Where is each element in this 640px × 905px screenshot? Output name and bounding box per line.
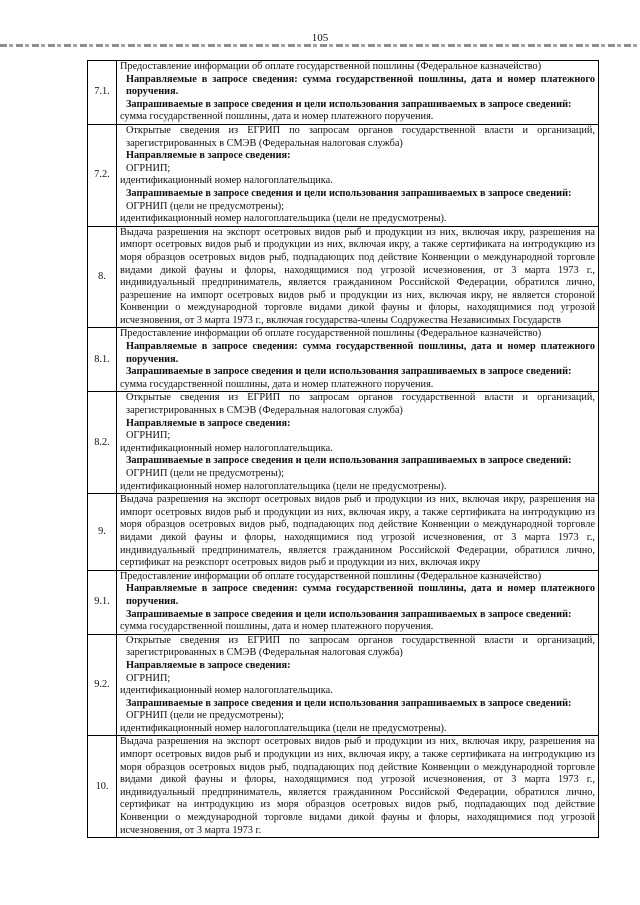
sent-data-line: Направляемые в запросе сведения: сумма государственной пошлины, дата и номер платежного поручения. [126,341,595,365]
row-number: 7.1. [88,61,117,125]
page-number: 105 [311,32,329,44]
service-line: Открытые сведения из ЕГРИП по запросам органов государственной власти и организаций, зарегистрированных в СМЭВ (Федеральная налоговая служба) [126,634,595,659]
row-content [117,61,599,125]
row-number: 7.2. [88,124,117,226]
table-row [88,736,599,838]
sent-data-heading: Направляемые в запросе сведения: [126,150,291,162]
row-content: Выдача разрешения на экспорт осетровых видов рыб и продукции из них, включая икру, разрешения на импорт осетровых видов рыб и продукции из них, включая икру, а также сертификата на интродукцию из моря образцов осетровых видов рыб, подпадающих под действие Конвенции о международной торговле видами дикой фауны и флоры, находящимися под угрозой исчезновения, от 3 марта 1973 г., индивидуальный предприниматель, является гражданином Российской Федерации, обратился лично, разрешение на импорт осетровых видов рыб и продукции из них, включая икру, не является стороной Конвенции о международной торговле видами дикой фауны и флоры, находящимися под угрозой исчезновения, от 3 марта 1973 г., включая государства-члены Содружества Независимых Государств [117,226,599,328]
table-row [88,226,599,328]
row-content [117,634,599,736]
sent-data-heading: Направляемые в запросе сведения: [126,659,291,671]
requested-data-heading: Запрашиваемые в запросе сведения и цели использования запрашиваемых в запросе сведений: [126,455,572,467]
service-line: Открытые сведения из ЕГРИП по запросам органов государственной власти и организаций, зарегистрированных в СМЭВ (Федеральная налоговая служба) [126,124,595,149]
requested-data-heading: Запрашиваемые в запросе сведения и цели использования запрашиваемых в запросе сведений: [126,608,572,620]
requested-data-line: идентификационный номер налогоплательщика (цели не предусмотрены). [120,480,447,492]
row-number: 8.1. [88,328,117,392]
service-line: Открытые сведения из ЕГРИП по запросам органов государственной власти и организаций, зарегистрированных в СМЭВ (Федеральная налоговая служба) [126,392,595,417]
service-line: Предоставление информации об оплате государственной пошлины (Федеральное казначейство) [120,61,542,72]
table-row [88,570,599,634]
row-content [117,392,599,494]
sent-data-line: идентификационный номер налогоплательщика. [120,175,333,187]
requested-data-heading: Запрашиваемые в запросе сведения и цели использования запрашиваемых в запросе сведений: [126,366,572,378]
service-line: Предоставление информации об оплате государственной пошлины (Федеральное казначейство) [120,570,542,582]
row-content: Выдача разрешения на экспорт осетровых видов рыб и продукции из них, включая икру, разрешения на импорт осетровых видов рыб и продукции из них, включая икру, а также сертификата на интродукцию из моря образцов осетровых видов рыб, подпадающих под действие Конвенции о международной торговле видами дикой фауны и флоры, находящимися под угрозой исчезновения, от 3 марта 1973 г., индивидуальный предприниматель, является гражданином Российской Федерации, обратился лично, сертификат на реэкспорт осетровых видов рыб и продукции из них, включая икру [117,494,599,571]
service-line: Предоставление информации об оплате государственной пошлины (Федеральное казначейство) [120,328,542,340]
requested-data-line: ОГРНИП (цели не предусмотрены); [126,200,285,212]
table-row [88,124,599,226]
table-row [88,61,599,125]
requested-data-heading: Запрашиваемые в запросе сведения и цели использования запрашиваемых в запросе сведений: [126,98,572,110]
row-number: 9. [88,494,117,571]
row-number: 9.2. [88,634,117,736]
row-number: 10. [88,736,117,838]
requested-data-line: сумма государственной пошлины, дата и номер платежного поручения. [120,111,434,123]
sent-data-line: Направляемые в запросе сведения: сумма государственной пошлины, дата и номер платежного поручения. [126,583,595,607]
requested-data-heading: Запрашиваемые в запросе сведения и цели использования запрашиваемых в запросе сведений: [126,697,572,709]
row-number: 9.1. [88,570,117,634]
sent-data-line: ОГРНИП; [126,162,171,174]
sent-data-line: идентификационный номер налогоплательщика. [120,685,333,697]
requested-data-heading: Запрашиваемые в запросе сведения и цели использования запрашиваемых в запросе сведений: [126,187,572,199]
requested-data-line: идентификационный номер налогоплательщика (цели не предусмотрены). [120,722,447,734]
row-number: 8.2. [88,392,117,494]
sent-data-heading: Направляемые в запросе сведения: [126,417,291,429]
table-row [88,328,599,392]
row-content [117,328,599,392]
requested-data-line: идентификационный номер налогоплательщика (цели не предусмотрены). [120,213,447,225]
row-content [117,570,599,634]
sent-data-line: идентификационный номер налогоплательщика. [120,442,333,454]
scan-artifact-line [0,44,640,47]
requested-data-line: сумма государственной пошлины, дата и номер платежного поручения. [120,378,434,390]
sent-data-line: ОГРНИП; [126,672,171,684]
sent-data-line: ОГРНИП; [126,430,171,442]
table-row [88,634,599,736]
table-row [88,494,599,571]
row-content [117,124,599,226]
row-content: Выдача разрешения на экспорт осетровых видов рыб и продукции из них, включая икру, разрешения на импорт осетровых видов рыб и продукции из них, включая икру, а также сертификата на интродукцию из моря образцов осетровых видов рыб, подпадающих под действие Конвенции о международной торговле видами дикой фауны и флоры, находящимися под угрозой исчезновения, от 3 марта 1973 г., индивидуальный предприниматель, является гражданином Российской Федерации, обратился лично, сертификат на интродукцию из моря образцов осетровых видов рыб, подпадающих под действие Конвенции о международной торговле видами дикой фауны и флоры, находящимися под угрозой исчезновения, от 3 марта 1973 г. [117,736,599,838]
row-number: 8. [88,226,117,328]
requested-data-line: сумма государственной пошлины, дата и номер платежного поручения. [120,621,434,633]
table-row [88,392,599,494]
services-table [87,60,599,838]
requested-data-line: ОГРНИП (цели не предусмотрены); [126,468,285,479]
requested-data-line: ОГРНИП (цели не предусмотрены); [126,710,285,722]
sent-data-line: Направляемые в запросе сведения: сумма государственной пошлины, дата и номер платежного поручения. [126,73,595,98]
